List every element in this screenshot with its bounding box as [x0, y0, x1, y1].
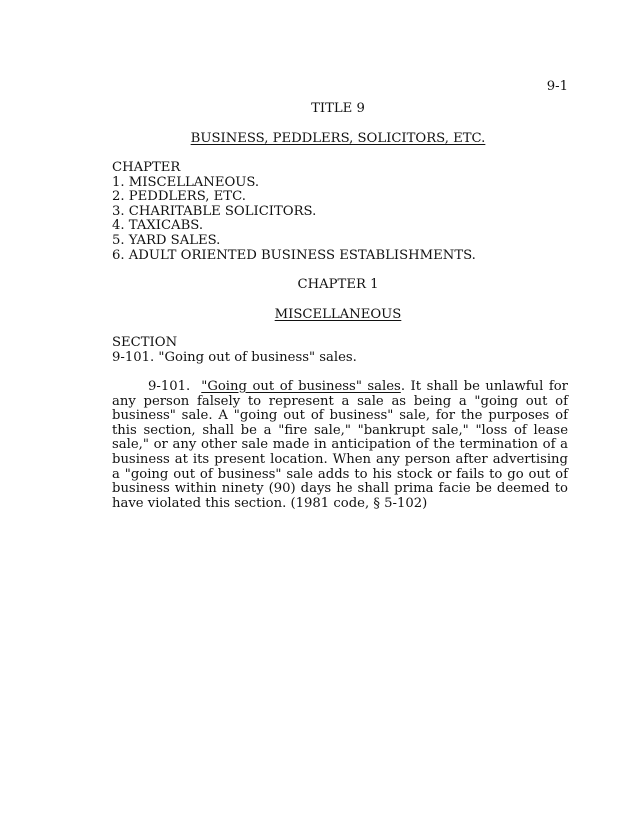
chapter-list-item: 5. YARD SALES. [112, 232, 221, 248]
section-list-item: 9-101. "Going out of business" sales. [112, 349, 357, 365]
chapter-heading: CHAPTER 1 [297, 277, 379, 292]
chapter-list-item: 6. ADULT ORIENTED BUSINESS ESTABLISHMENTS. [112, 247, 476, 263]
section-paragraph [112, 380, 568, 511]
section-caption: "Going out of business" sales [201, 379, 401, 394]
chapter-list-heading: CHAPTER [112, 160, 181, 175]
chapter-list-item: 3. CHARITABLE SOLICITORS. [112, 203, 317, 219]
chapter-list-item: 1. MISCELLANEOUS. [112, 174, 260, 190]
chapter-list-item: 2. PEDDLERS, ETC. [112, 189, 246, 205]
chapter-list [112, 161, 568, 263]
section-list-heading: SECTION [112, 335, 178, 350]
title-subheading: BUSINESS, PEDDLERS, SOLICITORS, ETC. [190, 131, 486, 146]
page-number: 9-1 [546, 79, 568, 94]
section-list [112, 336, 568, 365]
section-number: 9-101. [148, 379, 191, 394]
section-text: . It shall be unlawful for any person falsely to represent a sale as being a "going out of business" sale. A "going out of business" sale, for the purposes of this section, shall be a "fire sale," "bankrupt sale," "loss of lease sale," or any other sale made in anticipation of the termination of a business at its present location. When any person after advertising a "going out of business" sale adds to his stock or fails to go out of business within ninety (90) days he shall prima facie be deemed to have violated this section. (1981 code, § 5-102) [112, 379, 568, 511]
section-9-101 [112, 380, 568, 511]
chapter-name: MISCELLANEOUS [274, 307, 402, 322]
chapter-list-item: 4. TAXICABS. [112, 218, 204, 234]
title-heading: TITLE 9 [311, 101, 365, 116]
